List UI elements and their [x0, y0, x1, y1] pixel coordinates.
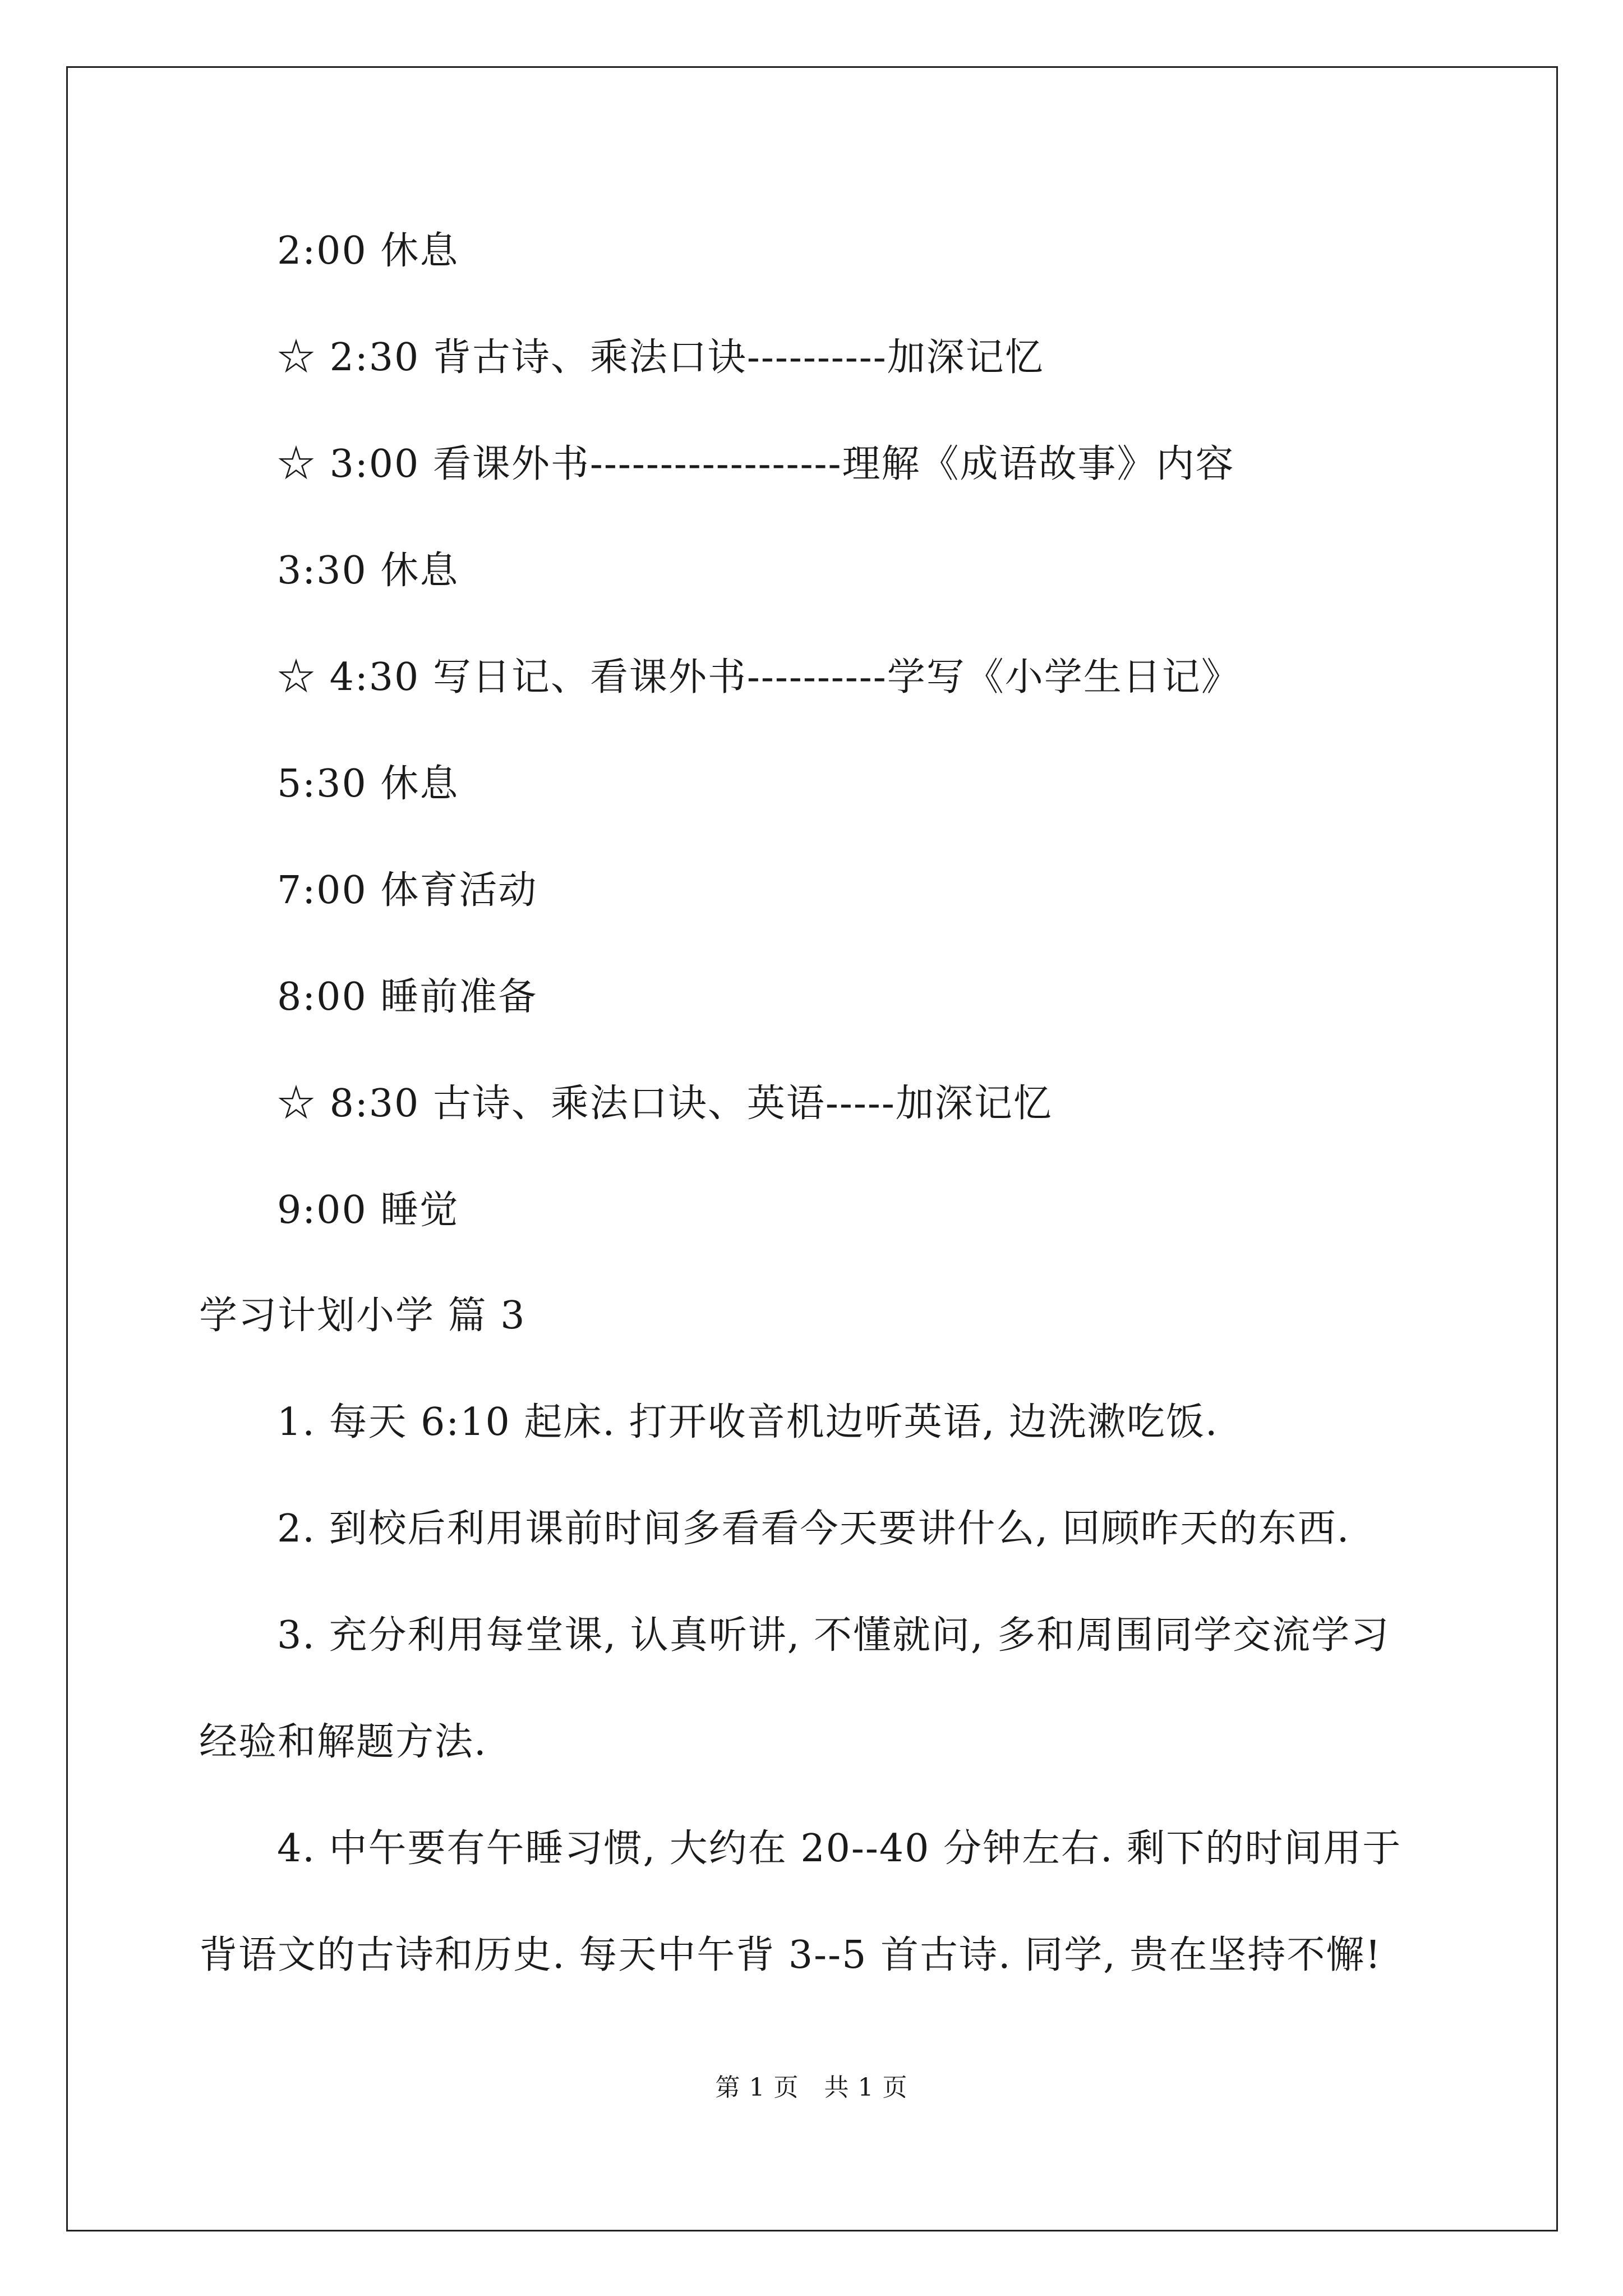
schedule-line: 7:00 体育活动	[277, 868, 538, 913]
schedule-line: ☆ 8:30 古诗、乘法口诀、英语-----加深记忆	[277, 1082, 1053, 1126]
schedule-line: 8:00 睡前准备	[277, 975, 538, 1019]
schedule-line: ☆ 4:30 写日记、看课外书----------学写《小学生日记》	[277, 655, 1241, 700]
section-heading: 学习计划小学 篇 3	[199, 1294, 526, 1338]
schedule-line: 2:00 休息	[277, 229, 459, 273]
schedule-line: ☆ 2:30 背古诗、乘法口诀----------加深记忆	[277, 335, 1044, 380]
paragraph-line: 3. 充分利用每堂课, 认真听讲, 不懂就问, 多和周围同学交流学习	[277, 1613, 1390, 1658]
schedule-line: 9:00 睡觉	[277, 1188, 459, 1232]
schedule-line: 3:30 休息	[277, 549, 459, 593]
paragraph-line: 背语文的古诗和历史. 每天中午背 3--5 首古诗. 同学, 贵在坚持不懈!	[199, 1933, 1382, 1977]
paragraph-line: 1. 每天 6:10 起床. 打开收音机边听英语, 边洗漱吃饭.	[277, 1400, 1219, 1444]
paragraph-line: 2. 到校后利用课前时间多看看今天要讲什么, 回顾昨天的东西.	[277, 1507, 1350, 1551]
paragraph-line: 经验和解题方法.	[199, 1720, 487, 1764]
schedule-line: 5:30 休息	[277, 762, 459, 806]
paragraph-line: 4. 中午要有午睡习惯, 大约在 20--40 分钟左右. 剩下的时间用于	[277, 1826, 1402, 1871]
page-footer: 第 1 页 共 1 页	[715, 2073, 908, 2102]
page-border	[66, 66, 1558, 2231]
schedule-line: ☆ 3:00 看课外书------------------理解《成语故事》内容	[277, 442, 1235, 486]
